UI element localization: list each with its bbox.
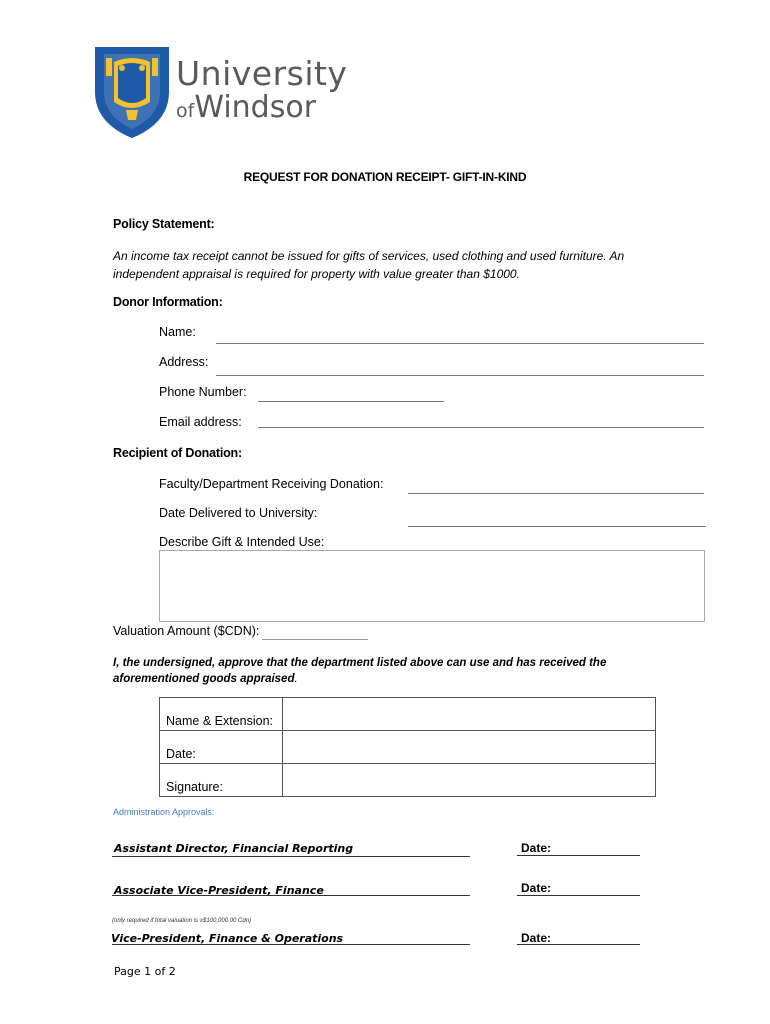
- signature-label: Signature:: [160, 764, 283, 797]
- recipient-heading: Recipient of Donation:: [113, 446, 242, 460]
- name-extension-label: Name & Extension:: [160, 698, 283, 731]
- approval-statement: I, the undersigned, approve that the department listed above can use and has received the aforementioned goods appraised.: [113, 657, 607, 685]
- approver3-signature-line[interactable]: [112, 944, 470, 945]
- page-number: Page 1 of 2: [114, 965, 176, 978]
- describe-label: Describe Gift & Intended Use:: [159, 535, 325, 549]
- signature-table: [159, 697, 656, 797]
- address-field[interactable]: [216, 375, 704, 376]
- address-label: Address:: [159, 355, 209, 369]
- donor-heading: Donor Information:: [113, 295, 223, 309]
- valuation-field[interactable]: [262, 639, 368, 640]
- approver2-date-line[interactable]: [517, 895, 640, 896]
- approver3-date-line[interactable]: [517, 944, 640, 945]
- approver1-label: Assistant Director, Financial Reporting: [114, 842, 354, 855]
- policy-text: An income tax receipt cannot be issued for gifts of services, used clothing and used furniture. An independent appraisal is required for property with value greater than $1000.: [113, 249, 625, 281]
- shield-icon: [92, 44, 172, 139]
- describe-gift-textarea[interactable]: [159, 550, 705, 622]
- sig-date-label: Date:: [160, 731, 283, 764]
- phone-label: Phone Number:: [159, 385, 247, 399]
- email-label: Email address:: [159, 415, 242, 429]
- approver1-date-line[interactable]: [517, 855, 640, 856]
- policy-heading: Policy Statement:: [113, 217, 215, 231]
- approver2-date-label: Date:: [521, 881, 552, 895]
- email-field[interactable]: [258, 427, 704, 428]
- name-field[interactable]: [216, 343, 704, 344]
- admin-approvals-heading: Administration Approvals:: [113, 807, 215, 817]
- logo-line1: University: [176, 54, 348, 93]
- name-extension-field[interactable]: [283, 698, 656, 731]
- name-label: Name:: [159, 325, 196, 339]
- approver2-label: Associate Vice-President, Finance: [114, 884, 324, 897]
- phone-field[interactable]: [258, 401, 444, 402]
- date-delivered-field[interactable]: [408, 526, 706, 527]
- faculty-field[interactable]: [408, 493, 704, 494]
- valuation-label: Valuation Amount ($CDN):: [113, 624, 260, 638]
- approver1-signature-line[interactable]: [112, 856, 470, 857]
- form-title: REQUEST FOR DONATION RECEIPT- GIFT-IN-KIND: [243, 170, 527, 184]
- valuation-note: (only required if total valuation is ≥$100,000.00 Cdn): [112, 918, 252, 924]
- sig-date-field[interactable]: [283, 731, 656, 764]
- approver3-label: Vice-President, Finance & Operations: [111, 932, 344, 945]
- signature-field[interactable]: [283, 764, 656, 797]
- university-logo: [72, 40, 348, 140]
- faculty-label: Faculty/Department Receiving Donation:: [159, 477, 384, 491]
- date-delivered-label: Date Delivered to University:: [159, 506, 318, 520]
- approver1-date-label: Date:: [521, 841, 552, 855]
- logo-line2: ofWindsor: [176, 90, 317, 125]
- approver3-date-label: Date:: [521, 931, 552, 945]
- approver2-signature-line[interactable]: [112, 895, 470, 896]
